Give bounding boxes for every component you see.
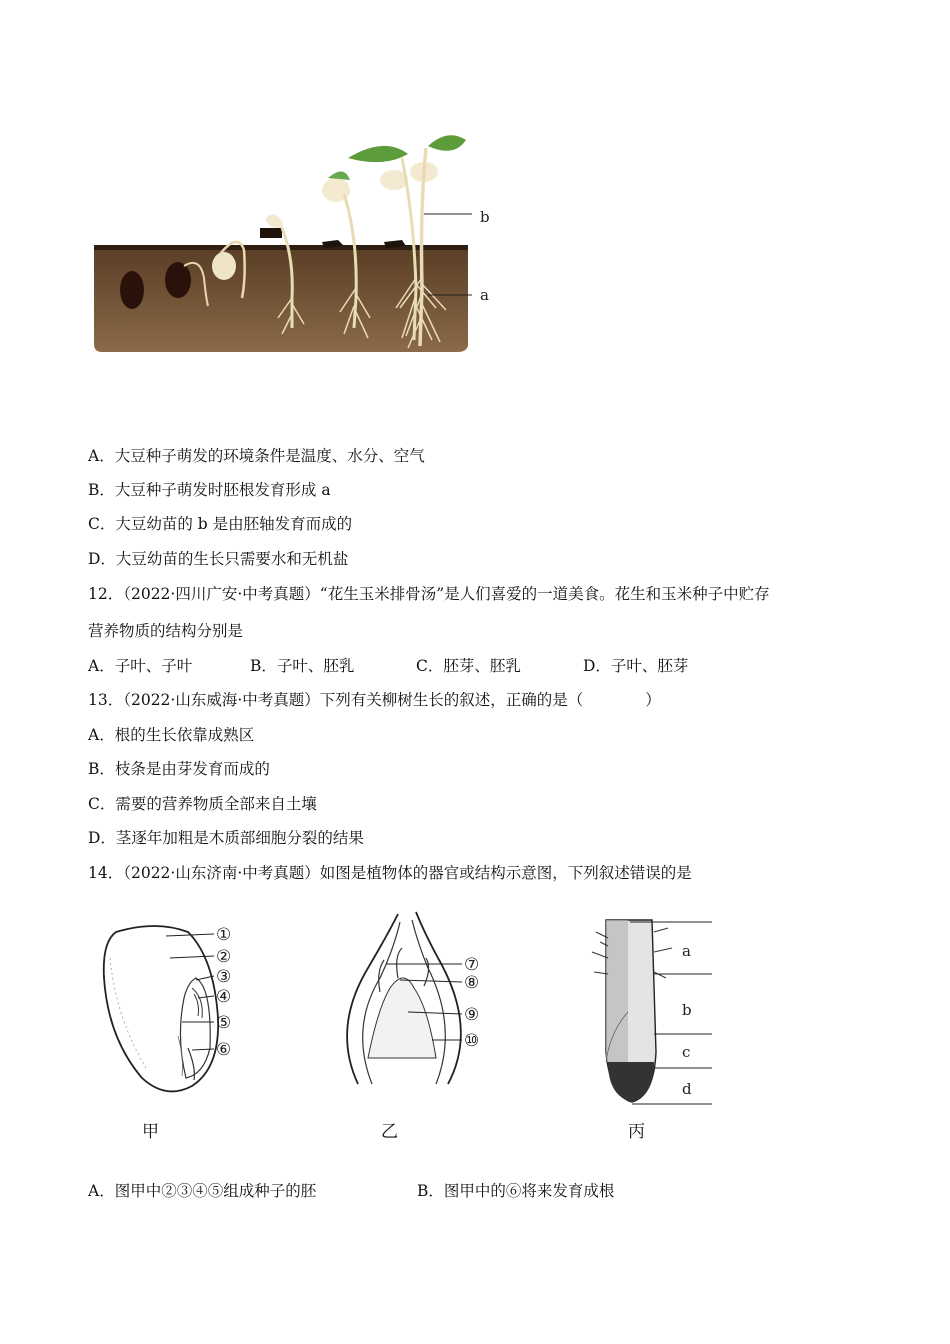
jia-label-4: ④ [216, 987, 232, 1007]
q12-option-a: A．子叶、子叶 [88, 657, 193, 675]
yi-label-8: ⑧ [464, 973, 480, 993]
yi-label-10: ⑩ [464, 1031, 480, 1051]
bing-label-c: c [682, 1043, 691, 1061]
jia-label-1: ① [216, 925, 232, 945]
figure-yi-bud [328, 908, 498, 1088]
q12-option-b: B．子叶、胚乳 [250, 657, 355, 675]
q13-stem: 13．（2022·山东威海·中考真题）下列有关柳树生长的叙述，正确的是（ ） [88, 691, 661, 709]
jia-label-2: ② [216, 947, 232, 967]
label-b: b [480, 208, 490, 226]
q14-option-b: B．图甲中的⑥将来发育成根 [417, 1182, 615, 1200]
q12-option-c: C．胚芽、胚乳 [416, 657, 521, 675]
q12-option-d: D．子叶、胚芽 [583, 657, 689, 675]
q13-option-b: B．枝条是由芽发育而成的 [88, 760, 270, 778]
q13-option-c: C．需要的营养物质全部来自土壤 [88, 795, 317, 813]
yi-label-7: ⑦ [464, 955, 480, 975]
figure-bing-root-tip [570, 912, 720, 1112]
jia-label-6: ⑥ [216, 1040, 232, 1060]
yi-label-9: ⑨ [464, 1005, 480, 1025]
q14-stem: 14．（2022·山东济南·中考真题）如图是植物体的器官或结构示意图，下列叙述错误的是 [88, 864, 692, 882]
jia-label-5: ⑤ [216, 1013, 232, 1033]
q12-stem-line2: 营养物质的结构分别是 [88, 622, 244, 640]
q11-option-c: C．大豆幼苗的 b 是由胚轴发育而成的 [88, 515, 353, 533]
q11-option-d: D．大豆幼苗的生长只需要水和无机盐 [88, 550, 349, 568]
q13-option-a: A．根的生长依靠成熟区 [88, 726, 255, 744]
figure-bing-caption: 丙 [628, 1122, 645, 1142]
figure-jia-caption: 甲 [142, 1122, 159, 1142]
jia-label-3: ③ [216, 967, 232, 987]
q14-option-a: A．图甲中②③④⑤组成种子的胚 [88, 1182, 317, 1200]
bing-label-a: a [682, 942, 691, 960]
figure-jia-corn-seed [96, 918, 276, 1098]
figure-yi-caption: 乙 [381, 1122, 398, 1142]
q11-option-a: A．大豆种子萌发的环境条件是温度、水分、空气 [88, 447, 425, 465]
germination-figure [88, 128, 508, 358]
label-a: a [480, 286, 489, 304]
bing-label-b: b [682, 1001, 692, 1019]
q12-stem-line1: 12．（2022·四川广安·中考真题）“花生玉米排骨汤”是人们喜爱的一道美食。花生和玉米种子中贮存 [88, 585, 770, 603]
bing-label-d: d [682, 1080, 692, 1098]
q13-option-d: D．茎逐年加粗是木质部细胞分裂的结果 [88, 829, 364, 847]
q11-option-b: B．大豆种子萌发时胚根发育形成 a [88, 481, 331, 499]
